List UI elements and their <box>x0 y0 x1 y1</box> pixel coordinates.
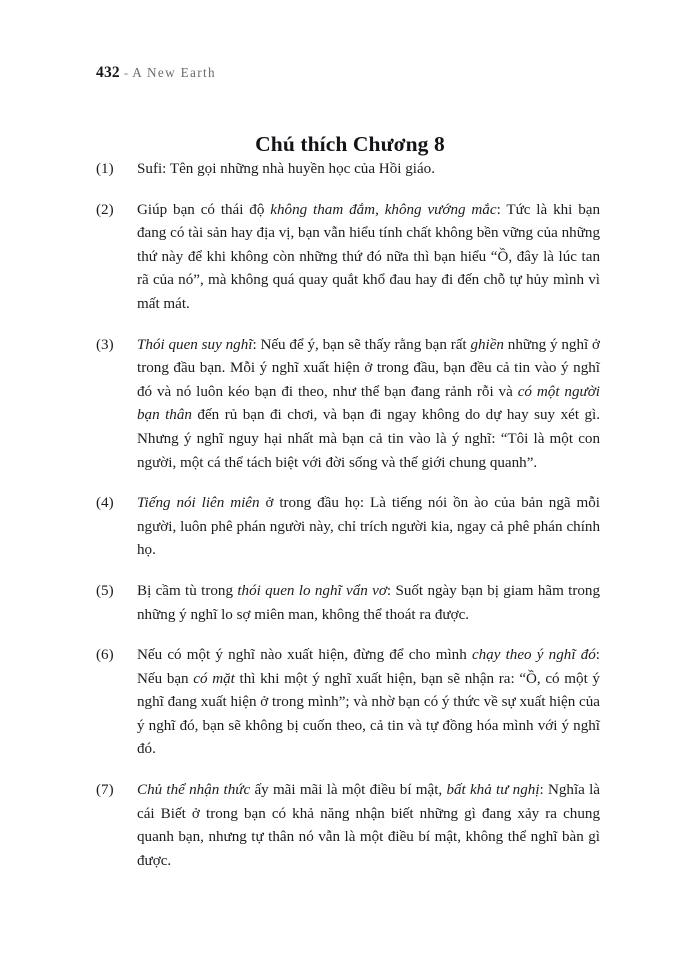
body-text: : Nghĩa là cái Biết ở trong bạn có khả năng nhận biết những gì đang xảy ra chung quanh bạn, nhưng tự thân nó vẫn là một điều bí mật, không thể nghĩ bàn gì được. <box>137 782 600 869</box>
note-item <box>96 492 600 563</box>
note-text <box>137 644 600 762</box>
note-item <box>96 580 600 627</box>
note-marker: (1) <box>96 161 114 177</box>
emphasis-text: ghiền <box>470 336 504 353</box>
note-item <box>96 644 600 762</box>
emphasis-text: có mặt <box>193 670 235 687</box>
note-item <box>96 334 600 476</box>
running-header <box>96 64 216 82</box>
body-text: ở trong đầu họ: Là tiếng nói ồn ào của bản ngã mỗi người, luôn phê phán người này, chỉ trích người kia, ngay cả phê phán chính họ. <box>137 495 600 559</box>
note-item <box>96 158 600 182</box>
header-separator: - <box>123 65 129 80</box>
body-text: : Tức là khi bạn đang có tài sản hay địa vị, bạn vẫn hiểu tính chất không bền vững của những thứ này để khi không còn những thứ đó nữa thì bạn hiểu “Ồ, đây là lúc tan rã của nó”, mà không quá quay quắt khổ đau hay đi đến chỗ tự hủy mình vì mất mát. <box>137 201 601 312</box>
page-title: Chú thích Chương 8 <box>255 132 445 157</box>
body-text: Nếu có một ý nghĩ nào xuất hiện, đừng để cho mình <box>137 647 472 664</box>
note-marker: (5) <box>96 582 114 599</box>
emphasis-text: Tiếng nói liên miên <box>137 495 260 512</box>
body-text: : Suốt ngày bạn bị giam hãm trong những ý nghĩ lo sợ miên man, không thể thoát ra được. <box>137 582 600 623</box>
body-text: những ý nghĩ ở trong đầu bạn. Mỗi ý nghĩ xuất hiện ở trong đầu, bạn đều cả tin vào ý nghĩ đó và nó luôn kéo bạn đi theo, như thể bạn đang rảnh rỗi và <box>137 336 600 400</box>
body-text: thì khi một ý nghĩ xuất hiện, bạn sẽ nhận ra: “Ồ, có một ý nghĩ đang xuất hiện ở trong mình”; và nhờ bạn có ý thức về sự xuất hiện của ý nghĩ đó, bạn sẽ không bị cuốn theo, cả tin và tự đồng hóa mình với ý nghĩ đó. <box>137 670 600 758</box>
note-text <box>137 158 600 182</box>
emphasis-text: Thói quen suy nghĩ <box>137 336 253 353</box>
notes-list <box>96 158 600 873</box>
body-text: Bị cầm tù trong <box>137 582 238 599</box>
note-marker: (6) <box>96 647 114 664</box>
body-text: : Nếu để ý, bạn sẽ thấy rằng bạn rất <box>252 336 471 353</box>
note-text <box>137 779 600 873</box>
body-text: Giúp bạn có thái độ <box>137 201 271 218</box>
note-marker: (4) <box>96 495 114 512</box>
note-marker: (7) <box>96 782 114 799</box>
page-number: 432 <box>96 64 120 81</box>
note-marker: (2) <box>96 201 114 218</box>
note-text <box>137 580 600 627</box>
book-title: A New Earth <box>132 65 216 80</box>
note-text <box>137 199 600 317</box>
emphasis-text: thói quen lo nghĩ vẩn vơ <box>237 582 387 599</box>
body-text: Sufi: Tên gọi những nhà huyền học của Hồi giáo. <box>137 161 435 177</box>
note-item <box>96 199 600 317</box>
body-text: : Nếu bạn <box>137 647 600 687</box>
emphasis-text: chạy theo ý nghĩ đó <box>471 647 596 664</box>
note-text <box>137 334 600 476</box>
body-text: ấy mãi mãi là một điều bí mật, <box>250 782 447 799</box>
note-marker: (3) <box>96 336 114 353</box>
emphasis-text: có một người bạn thân <box>137 383 601 424</box>
body-text: đến rủ bạn đi chơi, và bạn đi ngay không do dự hay suy xét gì. Nhưng ý nghĩ nguy hại nhất mà bạn cả tin vào là ý nghĩ: “Tôi là một con người, một cá thể tách biệt với đời sống và thế giới chung quanh”. <box>137 407 601 471</box>
emphasis-text: không tham đắm, không vướng mắc <box>270 201 497 218</box>
emphasis-text: bất khả tư nghị <box>446 782 540 799</box>
note-text <box>137 492 600 563</box>
note-item <box>96 779 600 873</box>
emphasis-text: Chủ thể nhận thức <box>137 782 251 799</box>
